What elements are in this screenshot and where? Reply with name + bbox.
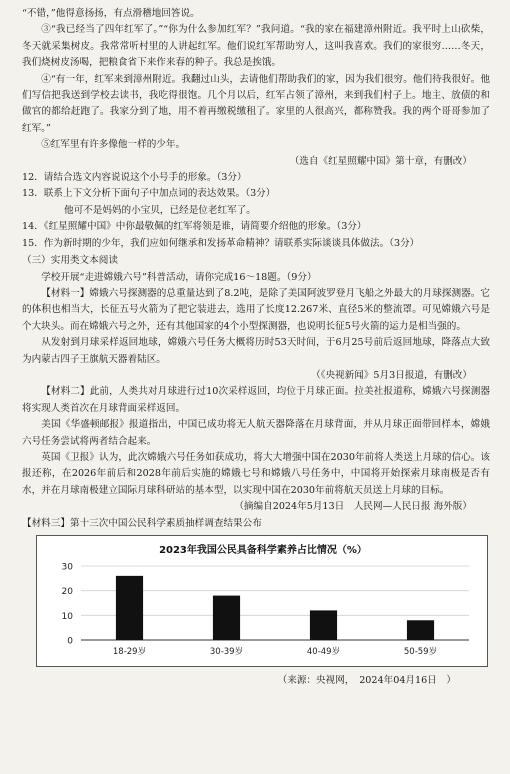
paragraph-4: ④“有一年，红军来到漳州附近。我翻过山头，去请他们帮助我们的家，因为我们很穷。他们待我很好。他们写信把我送到学校去读书，我吃得很饱。几个月以后，红军占领了漳州，来到我们村子上。地主、放债的和做官的都给赶跑了。我家分到了地，用不着再缴税缴租了。家里的人很高兴，都称赞我。我的两个哥哥参加了红军。” (22, 73, 490, 134)
material-2: 【材料二】此前，人类共对月球进行过10次采样返回，均位于月球正面。拉美社报道称，嫦娥六号探测器将实现人类首次在月球背面采样返回。 (22, 386, 490, 414)
material-2-source: （摘编自2024年5月13日 人民网—人民日报 海外版） (234, 501, 472, 513)
bar-50-59岁 (407, 620, 434, 640)
section-3-heading: （三）实用类文本阅读 (22, 255, 118, 267)
material-2-para-2: 美国《华盛顿邮报》报道指出，中国已成功将无人航天器降落在月球背面，并从月球正面带回样本，嫦娥六号任务尝试将两者结合起来。 (22, 419, 490, 447)
y-tick-label-0: 0 (67, 636, 73, 647)
activity-intro: 学校开展“走进嫦娥六号”科普活动，请你完成16～18题。（9分） (41, 271, 317, 283)
y-tick-label-20: 20 (61, 587, 73, 598)
material-1-para-2: 从发射到月球采样返回地球，嫦娥六号任务大概将历时53天时间，于6月25号前后返回地球，降落点大致为内蒙古四子王旗航天器着陆区。 (22, 337, 490, 365)
chart-source: （来源：央视网， 2024年04月16日 ） (277, 675, 456, 686)
chart-canvas (37, 536, 489, 668)
x-tick-label-0: 18-29岁 (112, 647, 147, 657)
paragraph-1: “不错，”他得意扬扬，有点滑稽地回答说。 (22, 8, 200, 19)
material-1: 【材料一】嫦娥六号探测器的总重量达到了8.2吨，是除了美国阿波罗登月飞船之外最大的月球探测器。它的体积也相当大，长征五号火箭为了把它装进去，选用了长度12.267米、直径5米的整流罩。可见嫦娥六号是个大块头。而在嫦娥六号之外，还有其他国家的4个小型探测器，也说明长征5号火箭的运力是相当强的。 (22, 287, 490, 332)
question-15: 15．作为新时期的少年，我们应如何继承和发扬革命精神？请联系实际谈谈具体做法。（3分） (22, 237, 420, 249)
x-tick-label-3: 50-59岁 (403, 647, 438, 657)
question-12: 12．请结合选文内容说说这个小号手的形象。（3分） (22, 172, 247, 184)
y-tick-label-30: 30 (61, 562, 73, 573)
bar-18-29岁 (116, 576, 143, 640)
material-3-heading: 【材料三】第十三次中国公民科学素质抽样调查结果公布 (22, 517, 262, 529)
science-literacy-chart (36, 535, 488, 667)
y-tick-label-10: 10 (61, 611, 73, 622)
x-tick-label-1: 30-39岁 (209, 647, 244, 657)
passage-source: （选自《红星照耀中国》第十章，有删改） (289, 155, 472, 167)
paragraph-5: ⑤红军里有许多像他一样的少年。 (41, 139, 186, 151)
paragraph-3: ③“我已经当了四年红军了。”“你为什么参加红军？”我问道。“我的家在福建漳州附近。我平时上山砍柴，冬天就采集树皮。我常常听村里的人讲起红军。他们说红军帮助穷人，这叫我喜欢。我们的家很穷……冬天，我们烧树皮汤喝，把粮食省下来作来春的种子。我总是挨饿。 (22, 24, 490, 69)
question-13: 13．联系上下文分析下面句子中加点词的表达效果。（3分） (22, 188, 276, 200)
chart-title: 2023年我国公民具备科学素养占比情况（%） (159, 545, 367, 556)
question-14: 14．《红星照耀中国》中你最敬佩的红军将领是谁，请简要介绍他的形象。（3分） (22, 221, 367, 233)
question-13-sentence: 他可不是妈妈的小宝贝，已经是位老红军了。 (64, 204, 256, 216)
x-tick-label-2: 40-49岁 (306, 647, 341, 657)
material-2-para-3: 英国《卫报》认为，此次嫦娥六号任务如获成功，将大大增强中国在2030年前将人类送上月球的信心。该报还称，在2026年前后和2028年前后实施的嫦娥七号和嫦娥八号任务中，中国将开始探索月球南极是否有水，并在月球南极建立国际月球科研站的基本型，以实现中国在2030年前将航天员送上月球的目标。 (22, 451, 490, 496)
bar-40-49岁 (310, 610, 337, 640)
material-1-source: （《央视新闻》5月3日报道，有删改） (311, 369, 472, 381)
bar-30-39岁 (213, 596, 240, 640)
